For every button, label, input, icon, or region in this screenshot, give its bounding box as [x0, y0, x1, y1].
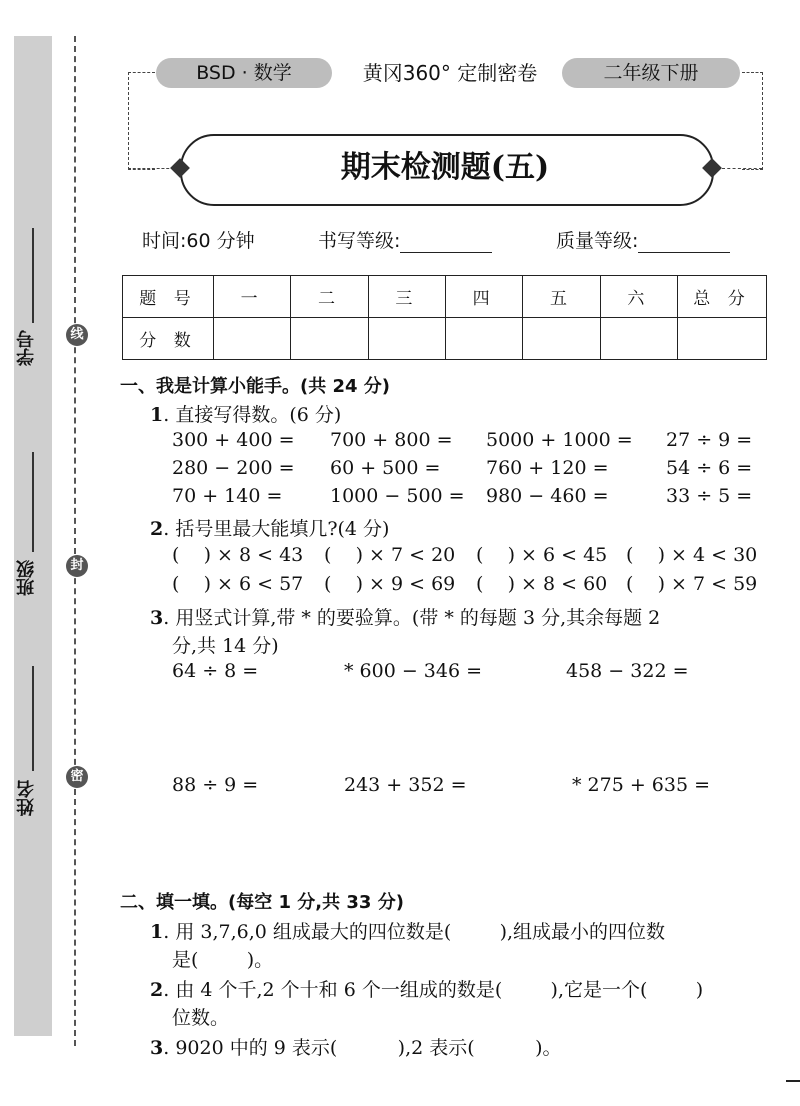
subject-pill: BSD · 数学: [156, 58, 332, 88]
s2-q2-line2: 位数。: [172, 1007, 230, 1029]
fill-item[interactable]: ( ) × 9 < 69: [324, 573, 456, 595]
question-number: 1: [150, 404, 164, 426]
student-id-line: [32, 228, 34, 323]
score-cell[interactable]: [678, 318, 767, 360]
calc-item: 33 ÷ 5 =: [666, 485, 753, 507]
question-text: . 直接写得数。(6 分): [163, 404, 342, 426]
s1-q1-heading: [150, 400, 341, 427]
calc-item: 760 + 120 =: [486, 457, 609, 479]
writing-grade-label: 书写等级:: [318, 230, 401, 252]
header-cell: 六: [600, 276, 677, 318]
name-line: [32, 666, 34, 771]
calc-item: 5000 + 1000 =: [486, 429, 633, 451]
bracket-tail-right: [722, 168, 762, 169]
vertical-calc-item: * 275 + 635 =: [572, 774, 711, 796]
s1-q3-heading: [150, 603, 660, 630]
header-cell: 四: [445, 276, 522, 318]
vertical-calc-item: 88 ÷ 9 =: [172, 774, 259, 796]
header-bracket-right: [742, 72, 763, 170]
s2-q2-line1: [150, 975, 703, 1002]
series-name: 黄冈360° 定制密卷: [362, 61, 538, 85]
section2-title: 二、填一填。(每空 1 分,共 33 分): [120, 892, 404, 913]
seal-seal: 封: [66, 555, 88, 577]
class-line: [32, 452, 34, 552]
quality-grade-label: 质量等级:: [556, 230, 639, 252]
header-cell: 总 分: [678, 276, 767, 318]
question-text: . 括号里最大能填几?(4 分): [163, 518, 390, 540]
fill-item[interactable]: ( ) × 8 < 60: [476, 573, 608, 595]
vertical-calc-item: 64 ÷ 8 =: [172, 660, 259, 682]
calc-item: 70 + 140 =: [172, 485, 283, 507]
row-label: 分 数: [123, 318, 214, 360]
score-table: [122, 275, 767, 360]
writing-grade-blank[interactable]: [400, 234, 492, 253]
page-edge-mark: [786, 1080, 800, 1082]
s2-q1-line2: 是( )。: [172, 949, 274, 971]
header-bracket-left: [128, 72, 155, 170]
calc-item: 1000 − 500 =: [330, 485, 465, 507]
question-number: 1: [150, 921, 164, 943]
bracket-tail-left: [128, 168, 174, 169]
s1-q2-heading: [150, 514, 389, 541]
fill-item[interactable]: ( ) × 7 < 20: [324, 544, 456, 566]
grade-pill: 二年级下册: [562, 58, 740, 88]
vertical-calc-item: 243 + 352 =: [344, 774, 467, 796]
fill-item[interactable]: ( ) × 7 < 59: [626, 573, 758, 595]
score-cell[interactable]: [523, 318, 600, 360]
score-table-header: [123, 276, 767, 318]
calc-item: 700 + 800 =: [330, 429, 453, 451]
question-text: . 用 3,7,6,0 组成最大的四位数是( ),组成最小的四位数: [163, 921, 666, 943]
fill-item[interactable]: ( ) × 4 < 30: [626, 544, 758, 566]
header-cell: 五: [523, 276, 600, 318]
time-limit: 时间:60 分钟: [142, 230, 255, 252]
calc-item: 980 − 460 =: [486, 485, 609, 507]
calc-item: 54 ÷ 6 =: [666, 457, 753, 479]
header-cell: 一: [214, 276, 291, 318]
quality-grade-blank[interactable]: [638, 234, 730, 253]
fill-item[interactable]: ( ) × 8 < 43: [172, 544, 304, 566]
class-label: 班级: [16, 560, 37, 596]
vertical-calc-item: * 600 − 346 =: [344, 660, 483, 682]
header-cell: 二: [291, 276, 368, 318]
question-text: . 9020 中的 9 表示( ),2 表示( )。: [163, 1037, 562, 1059]
question-number: 3: [150, 607, 164, 629]
score-table-row: [123, 318, 767, 360]
question-text-continued: 分,共 14 分): [172, 635, 279, 657]
header-cell: 三: [368, 276, 445, 318]
s2-q3-line1: [150, 1033, 561, 1060]
fill-item[interactable]: ( ) × 6 < 57: [172, 573, 304, 595]
seal-secret: 密: [66, 766, 88, 788]
section1-title: 一、我是计算小能手。(共 24 分): [120, 376, 391, 397]
question-number: 2: [150, 979, 164, 1001]
question-number: 2: [150, 518, 164, 540]
name-label: 姓名: [16, 780, 37, 816]
score-cell[interactable]: [214, 318, 291, 360]
calc-item: 300 + 400 =: [172, 429, 295, 451]
score-cell[interactable]: [291, 318, 368, 360]
writing-grade: [318, 226, 492, 253]
s2-q1-line1: [150, 917, 665, 944]
cut-line: [74, 36, 76, 1046]
question-text: . 由 4 个千,2 个十和 6 个一组成的数是( ),它是一个( ): [163, 979, 704, 1001]
question-number: 3: [150, 1037, 164, 1059]
score-cell[interactable]: [445, 318, 522, 360]
vertical-calc-item: 458 − 322 =: [566, 660, 689, 682]
seal-line: 线: [66, 324, 88, 346]
question-text: . 用竖式计算,带 * 的要验算。(带 * 的每题 3 分,其余每题 2: [163, 607, 661, 629]
page-title: 期末检测题(五): [340, 150, 550, 185]
student-id-label: 学号: [16, 330, 37, 366]
quality-grade: [556, 226, 730, 253]
header-cell: 题 号: [123, 276, 214, 318]
calc-item: 27 ÷ 9 =: [666, 429, 753, 451]
calc-item: 60 + 500 =: [330, 457, 441, 479]
calc-item: 280 − 200 =: [172, 457, 295, 479]
fill-item[interactable]: ( ) × 6 < 45: [476, 544, 608, 566]
score-cell[interactable]: [600, 318, 677, 360]
score-cell[interactable]: [368, 318, 445, 360]
